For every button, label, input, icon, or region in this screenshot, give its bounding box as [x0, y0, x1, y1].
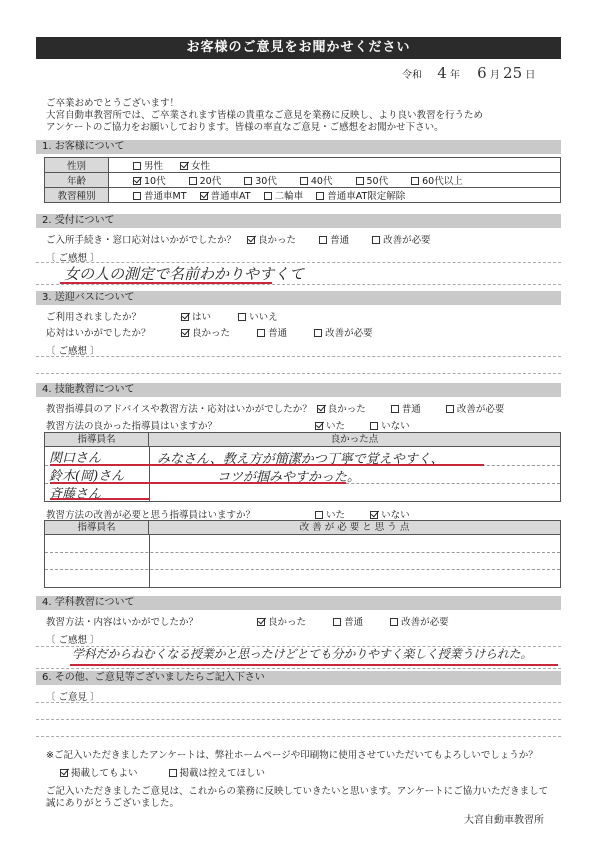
driving-advice-option[interactable]: 改善が必要: [446, 401, 505, 415]
checkbox-icon: [319, 236, 327, 244]
customer-table: [44, 157, 561, 203]
checkbox-checked-icon: [180, 162, 188, 170]
good-instructor-name[interactable]: 斉藤さん: [49, 487, 102, 502]
driving-advice-question: 教習指導員のアドバイスや教習方法・応対はいかがでしたか？: [46, 404, 312, 415]
classroom-comment-label: 〔 ご感想 〕: [46, 635, 100, 646]
highlight-underline: [50, 464, 484, 466]
intro-text: [46, 98, 566, 134]
bad-instructor-option[interactable]: いた: [315, 507, 345, 521]
checkbox-checked-icon: [247, 236, 255, 244]
consent-option[interactable]: 掲載してもよい: [60, 765, 138, 779]
classroom-comment[interactable]: 学科だからねむくなる授業かと思ったけどとても分かりやすく楽しく授業うけられた。: [72, 647, 533, 661]
checkbox-icon: [372, 236, 380, 244]
checkbox-icon: [316, 192, 324, 200]
section-classroom-header: 4. 学科教習について: [36, 596, 561, 610]
checkbox-checked-icon: [370, 511, 378, 519]
checkbox-checked-icon: [181, 329, 189, 337]
highlight-underline: [50, 482, 346, 484]
checkbox-checked-icon: [257, 618, 265, 626]
good-instructor-table: [44, 432, 561, 502]
bus-usage-question: ご利用されましたか？: [46, 312, 142, 323]
driving-advice-row: [46, 401, 504, 415]
col-improve-points: 改 善 が 必 要 と 思 う 点: [149, 521, 560, 535]
date-month[interactable]: 6: [477, 64, 487, 82]
date-era: 令和: [402, 70, 422, 81]
bus-service-question: 応対はいかがでしたか？: [46, 328, 151, 339]
checkbox-icon: [133, 162, 141, 170]
thanks-text: [46, 786, 548, 810]
row-divider: [45, 552, 560, 553]
intro-line: ご卒業おめでとうございます！: [46, 98, 180, 109]
bus-service-option[interactable]: 改善が必要: [314, 325, 373, 339]
checkbox-checked-icon: [200, 192, 208, 200]
divider: [36, 719, 561, 720]
checkbox-icon: [264, 192, 272, 200]
age-option[interactable]: 30代: [244, 173, 277, 187]
course-option[interactable]: 普通車MT: [133, 188, 187, 202]
bad-instructor-option[interactable]: いない: [370, 507, 410, 521]
section-customer-header: 1. お客様について: [36, 140, 561, 154]
classroom-question-row: [46, 614, 449, 628]
classroom-option[interactable]: 改善が必要: [390, 614, 449, 628]
organization-name: 大宮自動車教習所: [464, 815, 544, 826]
divider: [36, 373, 561, 374]
checkbox-icon: [333, 618, 341, 626]
bus-service-row: [46, 325, 373, 339]
driving-advice-option[interactable]: 普通: [391, 401, 421, 415]
bus-usage-option[interactable]: はい: [181, 309, 211, 323]
checkbox-checked-icon: [60, 769, 68, 777]
classroom-option[interactable]: 良かった: [257, 614, 306, 628]
consent-row: [60, 765, 265, 779]
age-option[interactable]: 10代: [133, 173, 166, 187]
course-option[interactable]: 普通車AT限定解除: [316, 188, 405, 202]
driving-advice-option[interactable]: 良かった: [317, 401, 366, 415]
consent-question: ※ご記入いただきましたアンケートは、弊社ホームページや印刷物に使用させていただいてもよろしいでしょうか？: [46, 750, 538, 761]
reception-question-row: [46, 232, 431, 246]
age-option[interactable]: 50代: [356, 173, 389, 187]
age-option[interactable]: 20代: [189, 173, 222, 187]
checkbox-icon: [133, 192, 141, 200]
reception-option[interactable]: 良かった: [247, 232, 296, 246]
date-day[interactable]: 25: [503, 64, 523, 82]
reception-option[interactable]: 普通: [319, 232, 349, 246]
intro-line: 大宮自動車教習所では、ご卒業されます皆様の貴重なご意見を業務に反映し、より良い教習を行うため: [46, 110, 484, 121]
reception-question: ご入所手続き・窓口応対はいかがでしたか？: [46, 235, 237, 246]
checkbox-icon: [238, 313, 246, 321]
checkbox-icon: [411, 177, 419, 185]
page-title: お客様のご意見をお聞かせください: [36, 37, 561, 59]
reception-comment[interactable]: 女の人の測定で名前わかりやすくて: [64, 265, 305, 283]
highlight-underline: [70, 664, 558, 666]
age-options: [109, 173, 561, 188]
good-point-text[interactable]: みなさん、教え方が簡潔かつ丁寧で覚えやすく、: [157, 452, 444, 467]
improve-instructor-table: [44, 520, 561, 588]
checkbox-icon: [314, 329, 322, 337]
good-instructor-option[interactable]: いた: [315, 418, 345, 432]
checkbox-icon: [315, 511, 323, 519]
row-divider: [45, 569, 560, 570]
checkbox-icon: [370, 422, 378, 430]
section-other-header: 6. その他、ご意見等ございましたらご記入下さい: [36, 671, 561, 685]
gender-options: [109, 158, 561, 173]
column-divider: [149, 535, 150, 587]
section-bus-header: 3. 送迎バスについて: [36, 291, 561, 305]
bad-instructor-question: 教習方法の改善が必要と思う指導員はいますか？: [46, 510, 256, 521]
good-instructor-row: [46, 418, 410, 432]
course-label: 教習種別: [45, 188, 109, 203]
bad-instructor-row: [46, 507, 410, 521]
checkbox-icon: [169, 769, 177, 777]
good-instructor-name[interactable]: 鈴木(岡)さん: [49, 469, 125, 484]
intro-line: アンケートのご協力をお願いしております。皆様の率直なご意見・ご感想をお聞かせ下さい。: [46, 122, 444, 133]
divider: [36, 736, 561, 737]
course-option[interactable]: 二輪車: [264, 188, 304, 202]
bus-usage-option[interactable]: いいえ: [238, 309, 278, 323]
date-year[interactable]: 4: [437, 64, 447, 82]
checkbox-icon: [300, 177, 308, 185]
checkbox-checked-icon: [317, 405, 325, 413]
date-year-unit: 年: [449, 70, 460, 81]
age-label: 年齢: [45, 173, 109, 188]
section-reception-header: 2. 受付について: [36, 214, 561, 228]
divider: [36, 284, 561, 285]
divider: [36, 702, 561, 703]
classroom-question: 教習方法・内容はいかがでしたか？: [46, 617, 199, 628]
gender-option[interactable]: 男性: [133, 158, 163, 172]
column-divider: [149, 447, 150, 501]
good-point-text[interactable]: コツが掴みやすかった。: [217, 470, 361, 485]
divider: [36, 668, 561, 669]
bus-comment-label: 〔 ご感想 〕: [46, 346, 100, 357]
other-comment-label: 〔 ご意見 〕: [46, 692, 100, 703]
col-instructor-name: 指導員名: [45, 433, 149, 447]
reception-comment-label: 〔 ご感想 〕: [46, 253, 100, 264]
age-option[interactable]: 60代以上: [411, 173, 463, 187]
date-month-unit: 月: [489, 70, 500, 81]
good-instructor-option[interactable]: いない: [370, 418, 410, 432]
checkbox-checked-icon: [315, 422, 323, 430]
thanks-line: ご記入いただきましたご意見は、これからの業務に反映していきたいと思います。アンケートにご協力いただきまして: [46, 786, 549, 797]
course-option[interactable]: 普通車AT: [200, 188, 251, 202]
checkbox-icon: [391, 405, 399, 413]
checkbox-icon: [244, 177, 252, 185]
checkbox-icon: [257, 329, 265, 337]
checkbox-icon: [189, 177, 197, 185]
course-options: [109, 188, 561, 203]
section-driving-header: 4. 技能教習について: [36, 383, 561, 397]
col-instructor-name: 指導員名: [45, 521, 149, 535]
consent-option[interactable]: 掲載は控えてほしい: [169, 765, 266, 779]
date-day-unit: 日: [525, 70, 536, 81]
bus-service-option[interactable]: 普通: [257, 325, 287, 339]
checkbox-icon: [446, 405, 454, 413]
bus-usage-row: [46, 309, 278, 323]
checkbox-checked-icon: [181, 313, 189, 321]
highlight-underline: [50, 498, 150, 500]
gender-option[interactable]: 女性: [180, 158, 210, 172]
checkbox-icon: [356, 177, 364, 185]
divider: [36, 356, 561, 357]
bus-service-option[interactable]: 良かった: [181, 325, 230, 339]
checkbox-icon: [390, 618, 398, 626]
gender-label: 性別: [45, 158, 109, 173]
thanks-line: 誠にありがとうございました。: [46, 798, 180, 809]
age-option[interactable]: 40代: [300, 173, 333, 187]
good-instructor-name[interactable]: 関口さん: [49, 451, 102, 466]
classroom-option[interactable]: 普通: [333, 614, 363, 628]
checkbox-checked-icon: [133, 177, 141, 185]
date-line: [402, 64, 562, 84]
reception-option[interactable]: 改善が必要: [372, 232, 431, 246]
good-instructor-question: 教習方法の良かった指導員はいますか？: [46, 421, 218, 432]
col-good-points: 良かった点: [149, 433, 560, 447]
